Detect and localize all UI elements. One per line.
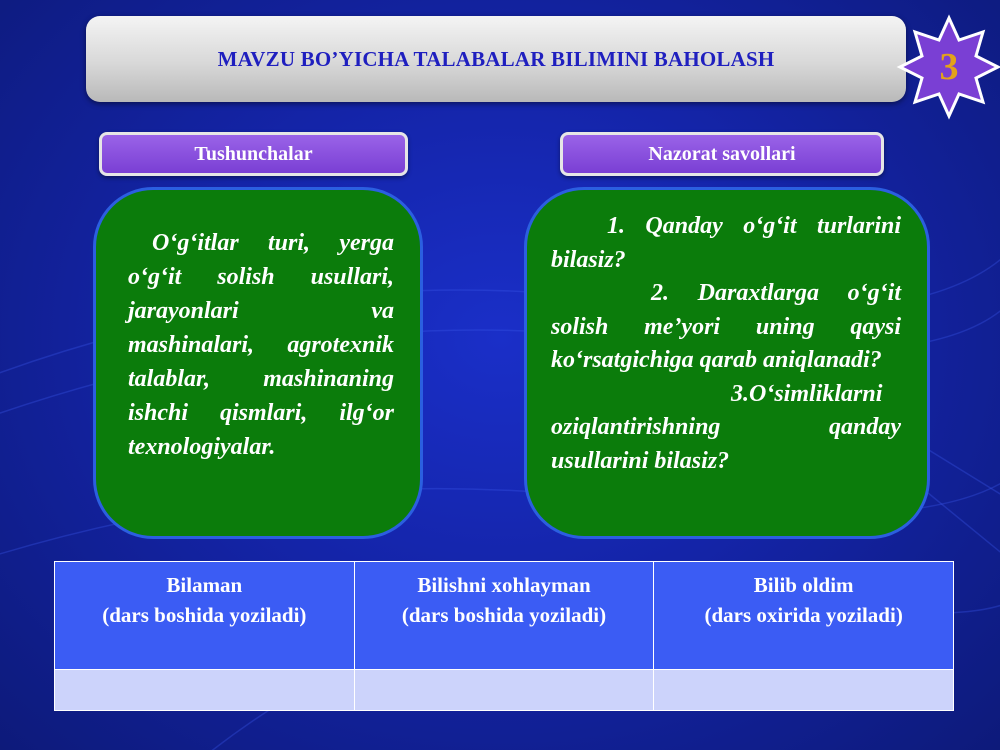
slide-number: 3	[939, 46, 959, 88]
table-cell[interactable]	[354, 670, 654, 711]
concepts-box	[93, 187, 423, 539]
question-2: 2. Daraxtlarga o‘g‘it solish me’yori uning qaysi ko‘rsatgichiga qarab aniqlanadi?	[551, 280, 901, 373]
column-subtitle: (dars boshida yoziladi)	[401, 603, 607, 627]
concepts-text: O‘g‘itlar turi, yerga o‘g‘it solish usullari, jarayonlari va mashinalari, agrotexnik talablar, mashinaning ishchi qismlari, ilg‘or texnologiyalar.	[128, 230, 394, 460]
table-cell[interactable]	[55, 670, 355, 711]
kwl-table	[54, 561, 954, 711]
table-row	[55, 670, 954, 711]
table-header-cell	[55, 562, 355, 670]
table-cell[interactable]	[654, 670, 954, 711]
column-subtitle: (dars oxirida yoziladi)	[704, 603, 903, 627]
table-header-row	[55, 562, 954, 670]
questions-box	[524, 187, 930, 539]
table-header-cell	[654, 562, 954, 670]
column-title: Bilishni xohlayman	[417, 573, 591, 597]
column-title: Bilib oldim	[753, 573, 854, 597]
column-subtitle: (dars boshida yoziladi)	[102, 603, 307, 627]
column-title: Bilaman	[166, 573, 243, 597]
question-3: 3.O‘simliklarni oziqlantirishning qanday usullarini bilasiz?	[551, 380, 901, 474]
question-1: 1. Qanday o‘g‘it turlarini bilasiz?	[551, 213, 901, 273]
table-header-cell	[354, 562, 654, 670]
concepts-header: Tushunchalar	[99, 132, 408, 176]
page-title: MAVZU BO’YICHA TALABALAR BILIMINI BAHOLASH	[217, 46, 775, 71]
control-questions-header: Nazorat savollari	[560, 132, 884, 176]
title-bar	[86, 16, 906, 102]
